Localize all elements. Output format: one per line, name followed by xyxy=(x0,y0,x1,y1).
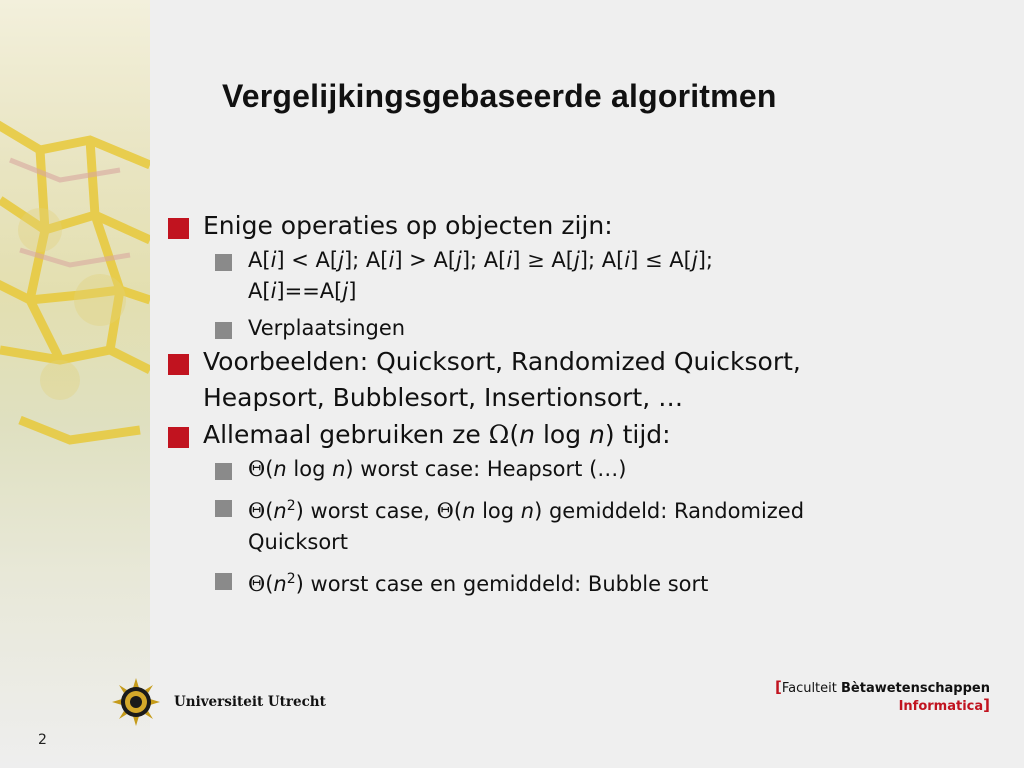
comparison-operators-line2: A[i]==A[j] xyxy=(248,279,357,303)
bullet-text: Verplaatsingen xyxy=(248,316,406,340)
page-number: 2 xyxy=(38,732,47,748)
gray-square-bullet-icon xyxy=(215,322,232,339)
university-logo xyxy=(112,678,326,726)
bullet-level1 xyxy=(166,208,956,244)
faculty-line: [Faculteit Bètawetenschappen xyxy=(774,678,990,696)
red-square-bullet-icon xyxy=(168,427,189,448)
bullet-list xyxy=(166,208,956,600)
bullet-level2 xyxy=(166,564,956,600)
bullet-level2 xyxy=(166,313,956,344)
department-line: Informatica] xyxy=(898,696,990,714)
red-square-bullet-icon xyxy=(168,354,189,375)
gray-square-bullet-icon xyxy=(215,463,232,480)
bullet-text-theta: $\Theta(n^2)$ worst case en gemiddeld: Bubble sort xyxy=(248,571,709,596)
gray-square-bullet-icon xyxy=(215,573,232,590)
bullet-text-line1: Voorbeelden: Quicksort, Randomized Quicksort, xyxy=(203,347,801,376)
slide-title: Vergelijkingsgebaseerde algoritmen xyxy=(222,78,777,114)
bullet-text-theta: Θ(n log n) worst case: Heapsort (…) xyxy=(248,457,627,481)
sun-seal-icon xyxy=(112,678,160,726)
bullet-level1 xyxy=(166,417,956,453)
gray-square-bullet-icon xyxy=(215,254,232,271)
faculty-label xyxy=(775,679,990,715)
red-square-bullet-icon xyxy=(168,218,189,239)
bullet-text-line2: Heapsort, Bubblesort, Insertionsort, … xyxy=(203,383,684,412)
comparison-operators-line1: A[i] < A[j]; A[i] > A[j]; A[i] ≥ A[j]; A[i] ≤ A[j]; xyxy=(248,248,713,272)
bullet-level1 xyxy=(166,344,956,416)
bullet-level2 xyxy=(166,454,956,485)
bullet-level2 xyxy=(166,245,956,307)
bullet-text-theta-line2: Quicksort xyxy=(248,530,349,554)
bullet-text: Enige operaties op objecten zijn: xyxy=(203,211,613,240)
university-name: Universiteit Utrecht xyxy=(174,694,326,710)
bullet-level2 xyxy=(166,491,956,558)
decorative-side-image xyxy=(0,0,150,768)
bullet-text-omega: Allemaal gebruiken ze Ω(n log n) tijd: xyxy=(203,420,671,449)
bullet-text-theta-line1: $\Theta(n^2)$ worst case, Θ(n log n) gemiddeld: Randomized xyxy=(248,498,805,523)
gray-square-bullet-icon xyxy=(215,500,232,517)
